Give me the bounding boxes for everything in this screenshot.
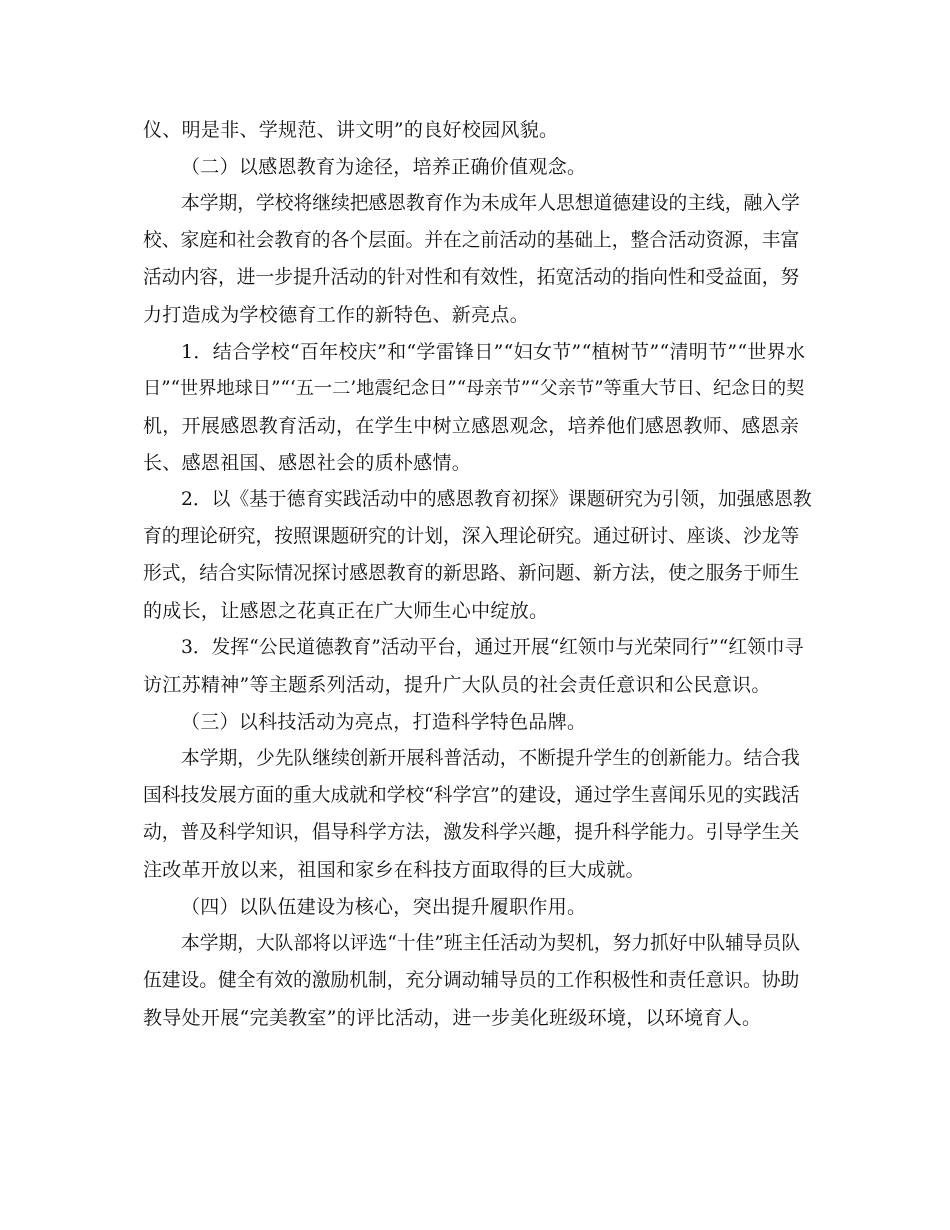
text-line: 伍建设。健全有效的激励机制，充分调动辅导员的工作积极性和责任意识。协助 xyxy=(143,970,800,991)
text-line: 日”“世界地球日”“‘五一二’地震纪念日”“母亲节”“父亲节”等重大节日、纪念日的契 xyxy=(143,378,805,399)
text-line: 本学期，大队部将以评选“十佳”班主任活动为契机，努力抓好中队辅导员队 xyxy=(181,933,801,954)
text-line: 力打造成为学校德育工作的新特色、新亮点。 xyxy=(143,304,530,326)
section-heading: （三）以科技活动为亮点，打造科学特色品牌。 xyxy=(181,711,587,733)
text-line: 形式，结合实际情况探讨感恩教育的新思路、新问题、新方法，使之服务于师生 xyxy=(143,563,800,584)
text-line: 长、感恩祖国、感恩社会的质朴感情。 xyxy=(143,452,472,474)
text-line: 育的理论研究，按照课题研究的计划，深入理论研究。通过研讨、座谈、沙龙等 xyxy=(143,526,800,547)
section-heading: （四）以队伍建设为核心，突出提升履职作用。 xyxy=(181,896,587,918)
text-line: 仪、明是非、学规范、讲文明”的良好校园风貌。 xyxy=(143,119,559,141)
text-line: 国科技发展方面的重大成就和学校“科学宫”的建设，通过学生喜闻乐见的实践活 xyxy=(143,785,800,806)
section-heading: （二）以感恩教育为途径，培养正确价值观念。 xyxy=(181,156,587,178)
text-line: 本学期，学校将继续把感恩教育作为未成年人思想道德建设的主线，融入学 xyxy=(181,193,800,214)
text-line: 校、家庭和社会教育的各个层面。并在之前活动的基础上，整合活动资源，丰富 xyxy=(143,230,800,251)
text-line: 本学期，少先队继续创新开展科普活动，不断提升学生的创新能力。结合我 xyxy=(181,748,800,769)
text-line: 机，开展感恩教育活动，在学生中树立感恩观念，培养他们感恩教师、感恩亲 xyxy=(143,415,800,437)
text-line: 2．以《基于德育实践活动中的感恩教育初探》课题研究为引领，加强感恩教 xyxy=(181,489,812,510)
text-line: 活动内容，进一步提升活动的针对性和有效性，拓宽活动的指向性和受益面，努 xyxy=(143,267,800,288)
text-line: 的成长，让感恩之花真正在广大师生心中绽放。 xyxy=(143,600,549,622)
text-line: 3．发挥“公民道德教育”活动平台，通过开展“红领巾与光荣同行”“红领巾寻 xyxy=(181,637,804,658)
text-line: 注改革开放以来，祖国和家乡在科技方面取得的巨大成就。 xyxy=(143,859,645,881)
text-line: 教导处开展“完美教室”的评比活动，进一步美化班级环境，以环境育人。 xyxy=(143,1007,762,1029)
text-line: 1．结合学校“百年校庆”和“学雷锋日”“妇女节”“植树节”“清明节”“世界水 xyxy=(181,341,806,363)
text-line: 动，普及科学知识，倡导科学方法，激发科学兴趣，提升科学能力。引导学生关 xyxy=(143,822,800,843)
text-line: 访江苏精神”等主题系列活动，提升广大队员的社会责任意识和公民意识。 xyxy=(143,674,771,696)
